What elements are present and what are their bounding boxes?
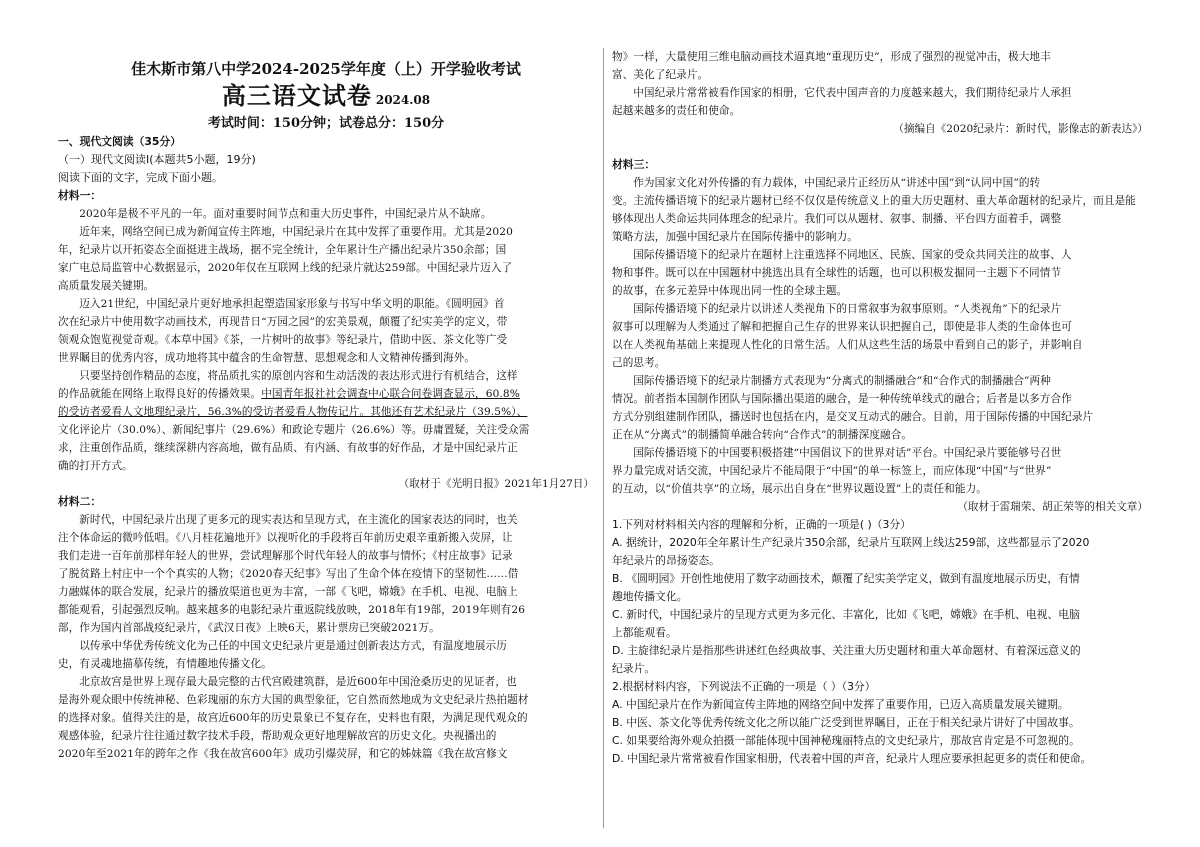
material-2-line: 部，作为国内首部战疫纪录片，《武汉日夜》上映6天，累计票房已突破2021万。 xyxy=(58,622,440,634)
material-1-line xyxy=(58,385,594,403)
material-1-line: 家广电总局监管中心数据显示，2020年仅在互联网上线的纪录片就达259部。中国纪录片迈入了 xyxy=(58,262,513,274)
material-1-line: 高质量发展关键期。 xyxy=(58,280,155,292)
question-1-option-b: B. 《圆明园》开创性地使用了数字动画技术，颠覆了纪实美学定义，做到有温度地展示历史，有情 xyxy=(612,572,1080,585)
material-1-label: 材料一： xyxy=(58,189,102,202)
material-3-line: 国际传播语境下的纪录片以讲述人类视角下的日常叙事为叙事原则。“人类视角”下的纪录片 xyxy=(633,303,1062,315)
material-2-line: 是海外观众眼中传统神秘、色彩瑰丽的东方大国的典型象征，它自然而然地成为文史纪录片热拍题材 xyxy=(58,694,529,706)
question-1-option-c-cont: 上都能观看。 xyxy=(612,626,677,639)
material-1-line: 世界瞩目的优秀内容，成功地将其中蕴含的生命智慧、思想观念和人文精神传播到海外。 xyxy=(58,352,476,364)
material-1-line: 只要坚持创作精品的态度，将品质扎实的原创内容和生动活泼的表达形式进行有机结合，这样 xyxy=(79,370,518,382)
material-2-line: 史，有灵魂地描摹传统，有情趣地传播文化。 xyxy=(58,658,272,670)
material-2-line: 我们走进一百年前那样年轻人的世界，尝试理解那个时代年轻人的故事与情怀；《村庄故事》记录 xyxy=(58,550,513,562)
material-3-line: 己的思考。 xyxy=(612,357,666,369)
material-3-line: 叙事可以理解为人类通过了解和把握自己生存的世界来认识把握自己，即使是非人类的生命体也可 xyxy=(612,321,1072,333)
material-2-line: 北京故宫是世界上现存最大最完整的古代宫殿建筑群，是近600年中国沧桑历史的见证者，也 xyxy=(79,676,517,688)
material-3-line: 以在人类视角基础上来提现人性化的日常生活。人们从这些生活的场景中看到自己的影子，并影响自 xyxy=(612,339,1083,351)
question-2-option-c: C. 如果要给海外观众拍摄一部能体现中国神秘瑰丽特点的文史纪录片，那故宫肯定是不可忽视的。 xyxy=(612,734,1080,747)
material-2-source: （摘编自《2020纪录片：新时代，影像志的新表达》） xyxy=(893,123,1148,135)
question-1-option-c: C. 新时代，中国纪录片的呈现方式更为多元化、丰富化，比如《飞吧，嫦娥》在手机、电视、电脑 xyxy=(612,608,1080,621)
material-3-line: 的故事，在多元差异中体现出同一性的全球主题。 xyxy=(612,285,848,297)
material-1-line: 确的打开方式。 xyxy=(58,460,133,472)
material-1-text: 的作品就能在网络上取得良好的传播效果。 xyxy=(58,388,262,400)
material-2-label: 材料二： xyxy=(58,495,102,508)
material-3-line: 正在从“分离式”的制播简单融合转向“合作式”的制播深度融合。 xyxy=(612,429,913,441)
material-3-line: 物和事件。既可以在中国题材中挑选出具有全球性的话题，也可以积极发掘同一主题下不同情节 xyxy=(612,267,1062,279)
material-2-continued-line: 中国纪录片常常被看作国家的相册，它代表中国声音的力度越来越大，我们期待纪录片人承担 xyxy=(633,87,1072,99)
left-column xyxy=(58,48,594,763)
material-3-line: 国际传播语境下的纪录片制播方式表现为“分离式的制播融合”和“合作式的制播融合”两种 xyxy=(633,375,1051,387)
spacer-line xyxy=(612,138,1148,156)
material-1-line: 文化评论片（30.0%）、新闻纪事片（29.6%）和政论专题片（26.6%）等。毋庸置疑，关注受众需 xyxy=(58,424,530,436)
question-1-option-b-cont: 趣地传播文化。 xyxy=(612,590,688,603)
question-2-option-a: A. 中国纪录片在作为新闻宣传主阵地的网络空间中发挥了重要作用，已迈入高质量发展关键期。 xyxy=(612,698,1069,711)
question-1-option-a: A. 据统计，2020年全年累计生产纪录片350余部，纪录片互联网上线达259部，这些都显示了2020 xyxy=(612,536,1090,549)
question-1-option-d-cont: 纪录片。 xyxy=(612,662,656,675)
material-1-line: 近年来，网络空间已成为新闻宣传主阵地，中国纪录片在其中发挥了重要作用。尤其是2020 xyxy=(79,226,513,238)
material-2-line: 力融媒体的联合发展，纪录片的播放渠道也更为丰富，一部《飞吧，嫦娥》在手机、电视、电脑上 xyxy=(58,586,518,598)
material-3-line: 界力量完成对话交流，中国纪录片不能局限于“中国”的单一标签上，而应体现“中国”与“世界” xyxy=(612,465,1052,477)
material-3-line: 国际传播语境下的中国要积极搭建“中国倡议下的世界对话”平台。中国纪录片要能够号召世 xyxy=(633,447,1062,459)
material-3-line: 的互动，以“价值共享”的立场，展示出自身在“世界议题设置”上的责任和能力。 xyxy=(612,483,987,495)
material-2-line: 以传承中华优秀传统文化为己任的中国文史纪录片更是通过创新表达方式，有温度地展示历 xyxy=(79,640,507,652)
question-2-option-b: B. 中医、茶文化等优秀传统文化之所以能广泛受到世界瞩目，正在于相关纪录片讲好了中国故事。 xyxy=(612,716,1080,729)
material-3-label: 材料三： xyxy=(612,158,656,171)
material-1-source: （取材于《光明日报》2021年1月27日） xyxy=(398,478,594,490)
question-1-option-d: D. 主旋律纪录片是指那些讲述红色经典故事、关注重大历史题材和重大革命题材、有着深远意义的 xyxy=(612,644,1081,657)
material-2-line: 注个体命运的微吟低唱。《八月桂花遍地开》以视听化的手段将百年前历史艰辛重新搬入荧屏，让 xyxy=(58,532,513,544)
material-3-line: 情况。前者指本国制作团队与国际播出渠道的融合，是一种传统单线式的融合；后者是以多方合作 xyxy=(612,393,1072,405)
right-column xyxy=(612,48,1148,768)
paper-title xyxy=(58,81,594,115)
material-1-line: 2020年是极不平凡的一年。面对重要时间节点和重大历史事件，中国纪录片从不缺席。 xyxy=(79,208,492,220)
material-2-continued-line: 物》一样，大量使用三维电脑动画技术逼真地“重现历史”，形成了强烈的视觉冲击，极大地丰 xyxy=(612,51,1051,63)
material-2-line: 了脱贫路上村庄中一个个真实的人物；《2020春天纪事》写出了生命个体在疫情下的坚韧性……借 xyxy=(58,568,519,580)
paper-date: 2024.08 xyxy=(375,93,431,107)
reading-instruction: 阅读下面的文字，完成下面小题。 xyxy=(58,171,223,184)
material-3-line: 国际传播语境下的纪录片在题材上注重选择不同地区、民族、国家的受众共同关注的故事、人 xyxy=(633,249,1072,261)
paper-name: 高三语文试卷 xyxy=(221,81,372,110)
material-1-line: 迈入21世纪，中国纪录片更好地承担起塑造国家形象与书写中华文明的职能。《圆明园》首 xyxy=(79,298,505,310)
material-3-line: 够体现出人类命运共同体理念的纪录片。我们可以从题材、叙事、制播、平台四方面着手，调整 xyxy=(612,213,1062,225)
material-3-source: （取材于雷瑞荣、胡正荣等的相关文章） xyxy=(957,501,1148,513)
column-divider xyxy=(603,48,604,828)
material-2-continued-line: 起越来越多的责任和使命。 xyxy=(612,105,741,117)
question-1-stem: 1.下列对材料相关内容的理解和分析，正确的一项是( )（3分） xyxy=(612,518,911,531)
material-2-continued-line: 富、美化了纪录片。 xyxy=(612,69,709,81)
material-2-line: 2020年至2021年的跨年之作《我在故宫600年》成功引爆荧屏，和它的姊妹篇《我在故宫修文 xyxy=(58,748,508,760)
material-1-line: 年，纪录片以开拓姿态全面挺进主战场，据不完全统计，全年累计生产播出纪录片350余部；国 xyxy=(58,244,507,256)
material-1-line: 领观众饱览视觉奇观。《本草中国》《茶，一片树叶的故事》等纪录片，借助中医、茶文化等广受 xyxy=(58,334,508,346)
subsection-heading: （一）现代文阅读Ⅰ(本题共5小题，19分) xyxy=(58,153,256,166)
material-2-line: 观感体验，纪录片往往通过数字技术手段，帮助观众更好地理解故宫的历史文化。央视播出的 xyxy=(58,730,497,742)
exam-info: 考试时间：150分钟；试卷总分：150分 xyxy=(207,116,445,131)
material-1-line: 的受访者爱看人文地理纪录片，56.3%的受访者爱看人物传记片。其他还有艺术纪录片（39.5%）、 xyxy=(58,406,528,418)
question-2-stem: 2.根据材料内容，下列说法不正确的一项是（ ）（3分） xyxy=(612,680,876,693)
material-2-line: 新时代，中国纪录片出现了更多元的现实表达和呈现方式，在主流化的国家表达的同时，也关 xyxy=(79,514,518,526)
question-2-option-d: D. 中国纪录片常常被看作国家相册，代表着中国的声音，纪录片人理应要承担起更多的责任和使命。 xyxy=(612,752,1092,765)
material-1-line: 求，注重创作品质，继续深耕内容高地，做有品质、有内涵、有故事的好作品，才是中国纪录片正 xyxy=(58,442,518,454)
survey-underlined-text: 中国青年报社社会调查中心联合问卷调查显示，60.8% xyxy=(261,388,520,400)
material-2-line: 的选择对象。值得关注的是，故宫近600年的历史景象已不复存在，史料也有限，为满足现代观众的 xyxy=(58,712,528,724)
material-2-line: 都能观看，引起强烈反响。越来越多的电影纪录片重返院线放映，2018年有19部，2019年则有26 xyxy=(58,604,526,616)
material-3-line: 方式分别组建制作团队，播送时也包括在内，是交叉互动式的融合。目前，用于国际传播的中国纪录片 xyxy=(612,411,1094,423)
material-3-line: 策略方法，加强中国纪录片在国际传播中的影响力。 xyxy=(612,231,858,243)
question-1-option-a-cont: 年纪录片的昂扬姿态。 xyxy=(612,554,720,567)
material-3-line: 作为国家文化对外传播的有力载体，中国纪录片正经历从“讲述中国”到“认同中国”的转 xyxy=(633,177,1041,189)
material-1-line: 次在纪录片中使用数字动画技术，再现昔日“万园之园”的宏美景观，颠覆了纪实美学的定义，带 xyxy=(58,316,508,328)
section-heading: 一、现代文阅读（35分） xyxy=(58,135,181,148)
school-exam-title: 佳木斯市第八中学2024-2025学年度（上）开学验收考试 xyxy=(131,60,521,78)
material-3-line: 变。主流传播语境下的纪录片题材已经不仅仅是传统意义上的重大历史题材、重大革命题材的纪录片，而且是能 xyxy=(612,195,1136,207)
